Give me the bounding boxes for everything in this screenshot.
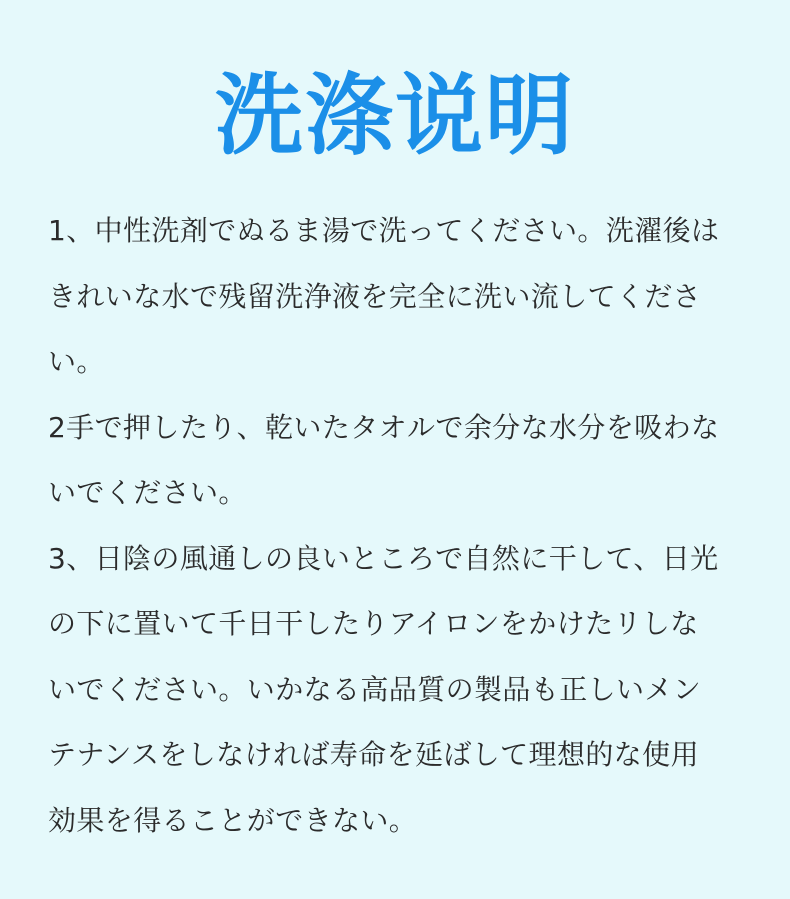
- instruction-line: いでください。いかなる高品質の製品も正しいメン: [48, 672, 702, 706]
- instructions-body: [48, 206, 742, 861]
- instruction-line: の下に置いて千日干したりアイロンをかけたリしな: [48, 607, 699, 640]
- instruction-line: 効果を得ることができない。: [48, 803, 418, 837]
- instruction-line: テナンスをしなければ寿命を延ばして理想的な使用: [48, 738, 699, 771]
- instruction-line: 3、日陰の風通しの良いところで自然に干して、日光: [48, 541, 719, 575]
- instruction-line: 2手で押したり、乾いたタオルで余分な水分を吸わな: [48, 410, 720, 444]
- instruction-line: いでください。: [48, 476, 247, 509]
- page-title: 洗涤说明: [214, 64, 575, 167]
- instruction-line: 1、中性洗剤でぬるま湯で洗ってください。洗濯後は: [48, 214, 720, 247]
- instruction-line: い。: [48, 345, 105, 378]
- instruction-line: きれいな水で残留洗浄液を完全に洗い流してくださ: [48, 279, 702, 313]
